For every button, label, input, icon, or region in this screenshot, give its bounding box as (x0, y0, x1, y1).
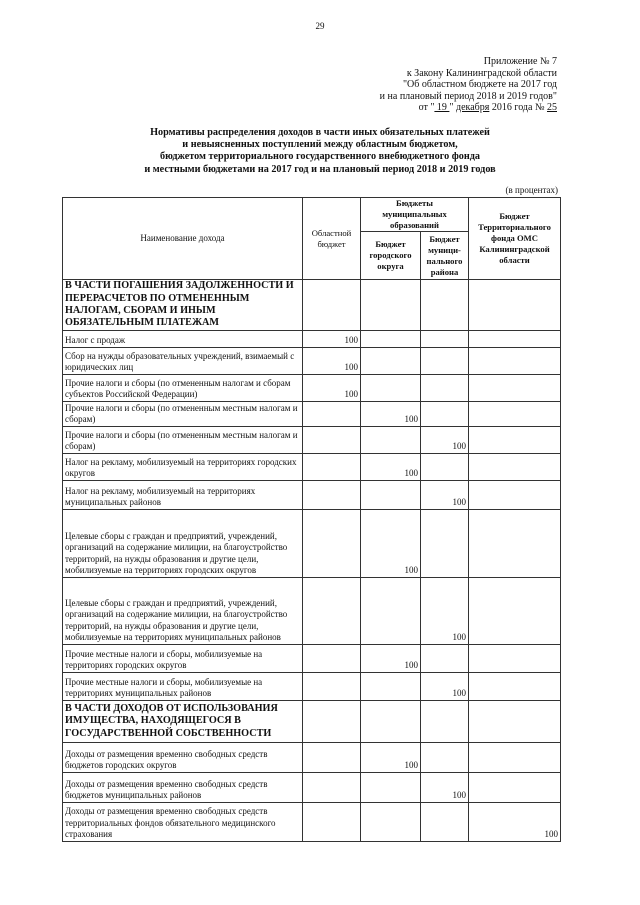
oms-fund-cell (469, 701, 561, 743)
table-row (63, 743, 561, 773)
city-district-cell (361, 578, 421, 645)
city-district-cell: 100 (361, 645, 421, 673)
date-day: 19 (434, 102, 450, 114)
revenue-distribution-table (62, 197, 561, 842)
regional-budget-cell (303, 743, 361, 773)
table-row (63, 803, 561, 842)
regional-budget-cell (303, 280, 361, 331)
regional-budget-cell (303, 645, 361, 673)
municipal-district-cell: 100 (421, 673, 469, 701)
income-name-cell: Доходы от размещения временно свободных средств территориальных фондов обязательного медицинского страхования (63, 803, 303, 842)
regional-budget-cell (303, 454, 361, 481)
regional-budget-cell (303, 578, 361, 645)
oms-fund-cell (469, 402, 561, 427)
oms-fund-cell (469, 481, 561, 510)
table-row (63, 773, 561, 803)
page-number: 29 (315, 21, 325, 31)
regional-budget-cell (303, 803, 361, 842)
title-line-4: и местными бюджетами на 2017 год и на плановый период 2018 и 2019 годов (144, 163, 496, 175)
table-section-row (63, 280, 561, 331)
municipal-district-cell (421, 510, 469, 578)
city-district-cell (361, 701, 421, 743)
regional-budget-cell (303, 402, 361, 427)
regional-budget-cell (303, 510, 361, 578)
table-row (63, 402, 561, 427)
income-name-cell: Целевые сборы с граждан и предприятий, учреждений, организаций на содержание милиции, на благоустройство территорий, на нужды образования и другие цели, мобилизуемые на территориях муниципальных районов (63, 578, 303, 645)
oms-fund-cell (469, 578, 561, 645)
regional-budget-cell: 100 (303, 375, 361, 402)
city-district-cell (361, 803, 421, 842)
oms-fund-cell (469, 510, 561, 578)
income-name-cell: Прочие местные налоги и сборы, мобилизуемые на территориях муниципальных районов (63, 673, 303, 701)
municipal-district-cell (421, 454, 469, 481)
table-row (63, 510, 561, 578)
regional-budget-cell (303, 673, 361, 701)
income-name-cell: Налог с продаж (63, 331, 303, 348)
municipal-district-cell (421, 331, 469, 348)
income-name-cell: Налог на рекламу, мобилизуемый на территориях муниципальных районов (63, 481, 303, 510)
income-name-cell: Сбор на нужды образовательных учреждений, взимаемый с юридических лиц (63, 348, 303, 375)
header-oms-fund: Бюджет Территориального фонда ОМС Калининградской области (469, 198, 561, 280)
city-district-cell (361, 280, 421, 331)
city-district-cell (361, 673, 421, 701)
municipal-district-cell: 100 (421, 773, 469, 803)
table-row (63, 481, 561, 510)
municipal-district-cell (421, 803, 469, 842)
oms-fund-cell (469, 454, 561, 481)
appendix-line-3: "Об областном бюджете на 2017 год (402, 79, 557, 91)
municipal-district-cell: 100 (421, 427, 469, 454)
oms-fund-cell (469, 673, 561, 701)
oms-fund-cell (469, 773, 561, 803)
oms-fund-cell: 100 (469, 803, 561, 842)
income-name-cell: В ЧАСТИ ПОГАШЕНИЯ ЗАДОЛЖЕННОСТИ И ПЕРЕРАСЧЕТОВ ПО ОТМЕНЕННЫМ НАЛОГАМ, СБОРАМ И ИНЫМ ОБЯЗАТЕЛЬНЫМ ПЛАТЕЖАМ (63, 280, 303, 331)
municipal-district-cell (421, 348, 469, 375)
city-district-cell (361, 427, 421, 454)
title-line-3: бюджетом территориального государственного внебюджетного фонда (160, 151, 480, 163)
appendix-date-line (380, 102, 557, 114)
income-name-cell: Прочие местные налоги и сборы, мобилизуемые на территориях городских округов (63, 645, 303, 673)
income-name-cell: В ЧАСТИ ДОХОДОВ ОТ ИСПОЛЬЗОВАНИЯ ИМУЩЕСТВА, НАХОДЯЩЕГОСЯ В ГОСУДАРСТВЕННОЙ СОБСТВЕННОСТИ (63, 701, 303, 743)
oms-fund-cell (469, 743, 561, 773)
table-row (63, 673, 561, 701)
city-district-cell: 100 (361, 454, 421, 481)
oms-fund-cell (469, 375, 561, 402)
oms-fund-cell (469, 331, 561, 348)
city-district-cell: 100 (361, 743, 421, 773)
oms-fund-cell (469, 427, 561, 454)
regional-budget-cell (303, 481, 361, 510)
date-prefix: от " (418, 102, 435, 114)
regional-budget-cell: 100 (303, 348, 361, 375)
oms-fund-cell (469, 348, 561, 375)
city-district-cell: 100 (361, 510, 421, 578)
header-income-name: Наименование дохода (63, 198, 303, 280)
date-mid: " (449, 102, 456, 114)
city-district-cell (361, 481, 421, 510)
table-row (63, 578, 561, 645)
table-row (63, 348, 561, 375)
document-title (60, 127, 580, 176)
header-regional-budget: Областной бюджет (303, 198, 361, 280)
table-row (63, 645, 561, 673)
title-line-1: Нормативы распределения доходов в части иных обязательных платежей (150, 127, 490, 138)
appendix-header (380, 56, 557, 114)
table-row (63, 427, 561, 454)
income-name-cell: Прочие налоги и сборы (по отмененным налогам и сборам субъектов Российской Федерации) (63, 375, 303, 402)
regional-budget-cell: 100 (303, 331, 361, 348)
city-district-cell: 100 (361, 402, 421, 427)
title-line-2: и невыясненных поступлений между областным бюджетом, (182, 139, 458, 151)
date-month: декабря (456, 102, 490, 114)
municipal-district-cell (421, 402, 469, 427)
regional-budget-cell (303, 773, 361, 803)
table-row (63, 375, 561, 402)
header-city-district: Бюджет городского округа (361, 232, 421, 280)
table-row (63, 454, 561, 481)
law-number: 25 (547, 102, 557, 114)
city-district-cell (361, 375, 421, 402)
table-section-row (63, 701, 561, 743)
income-name-cell: Налог на рекламу, мобилизуемый на территориях городских округов (63, 454, 303, 481)
oms-fund-cell (469, 645, 561, 673)
appendix-line-4: и на плановый период 2018 и 2019 годов" (379, 90, 557, 102)
units-note: (в процентах) (505, 185, 558, 195)
municipal-district-cell (421, 645, 469, 673)
income-name-cell: Доходы от размещения временно свободных средств бюджетов городских округов (63, 743, 303, 773)
income-name-cell: Прочие налоги и сборы (по отмененным местным налогам и сборам) (63, 402, 303, 427)
municipal-district-cell (421, 375, 469, 402)
date-suffix: 2016 года № (489, 102, 547, 114)
table-row (63, 331, 561, 348)
city-district-cell (361, 773, 421, 803)
regional-budget-cell (303, 701, 361, 743)
city-district-cell (361, 348, 421, 375)
regional-budget-cell (303, 427, 361, 454)
oms-fund-cell (469, 280, 561, 331)
table-header-row (63, 198, 561, 232)
income-name-cell: Целевые сборы с граждан и предприятий, учреждений, организаций на содержание милиции, на благоустройство территорий, на нужды образования и другие цели, мобилизуемые на территориях городских округов (63, 510, 303, 578)
income-name-cell: Доходы от размещения временно свободных средств бюджетов муниципальных районов (63, 773, 303, 803)
appendix-line-2: к Закону Калининградской области (406, 67, 557, 79)
municipal-district-cell (421, 701, 469, 743)
income-name-cell: Прочие налоги и сборы (по отмененным местным налогам и сборам) (63, 427, 303, 454)
city-district-cell (361, 331, 421, 348)
header-municipal-budgets: Бюджеты муниципальных образований (361, 198, 469, 232)
municipal-district-cell (421, 743, 469, 773)
municipal-district-cell (421, 280, 469, 331)
municipal-district-cell: 100 (421, 481, 469, 510)
municipal-district-cell: 100 (421, 578, 469, 645)
header-municipal-district: Бюджет муници-пального района (421, 232, 469, 280)
appendix-line-1: Приложение № 7 (483, 56, 557, 67)
